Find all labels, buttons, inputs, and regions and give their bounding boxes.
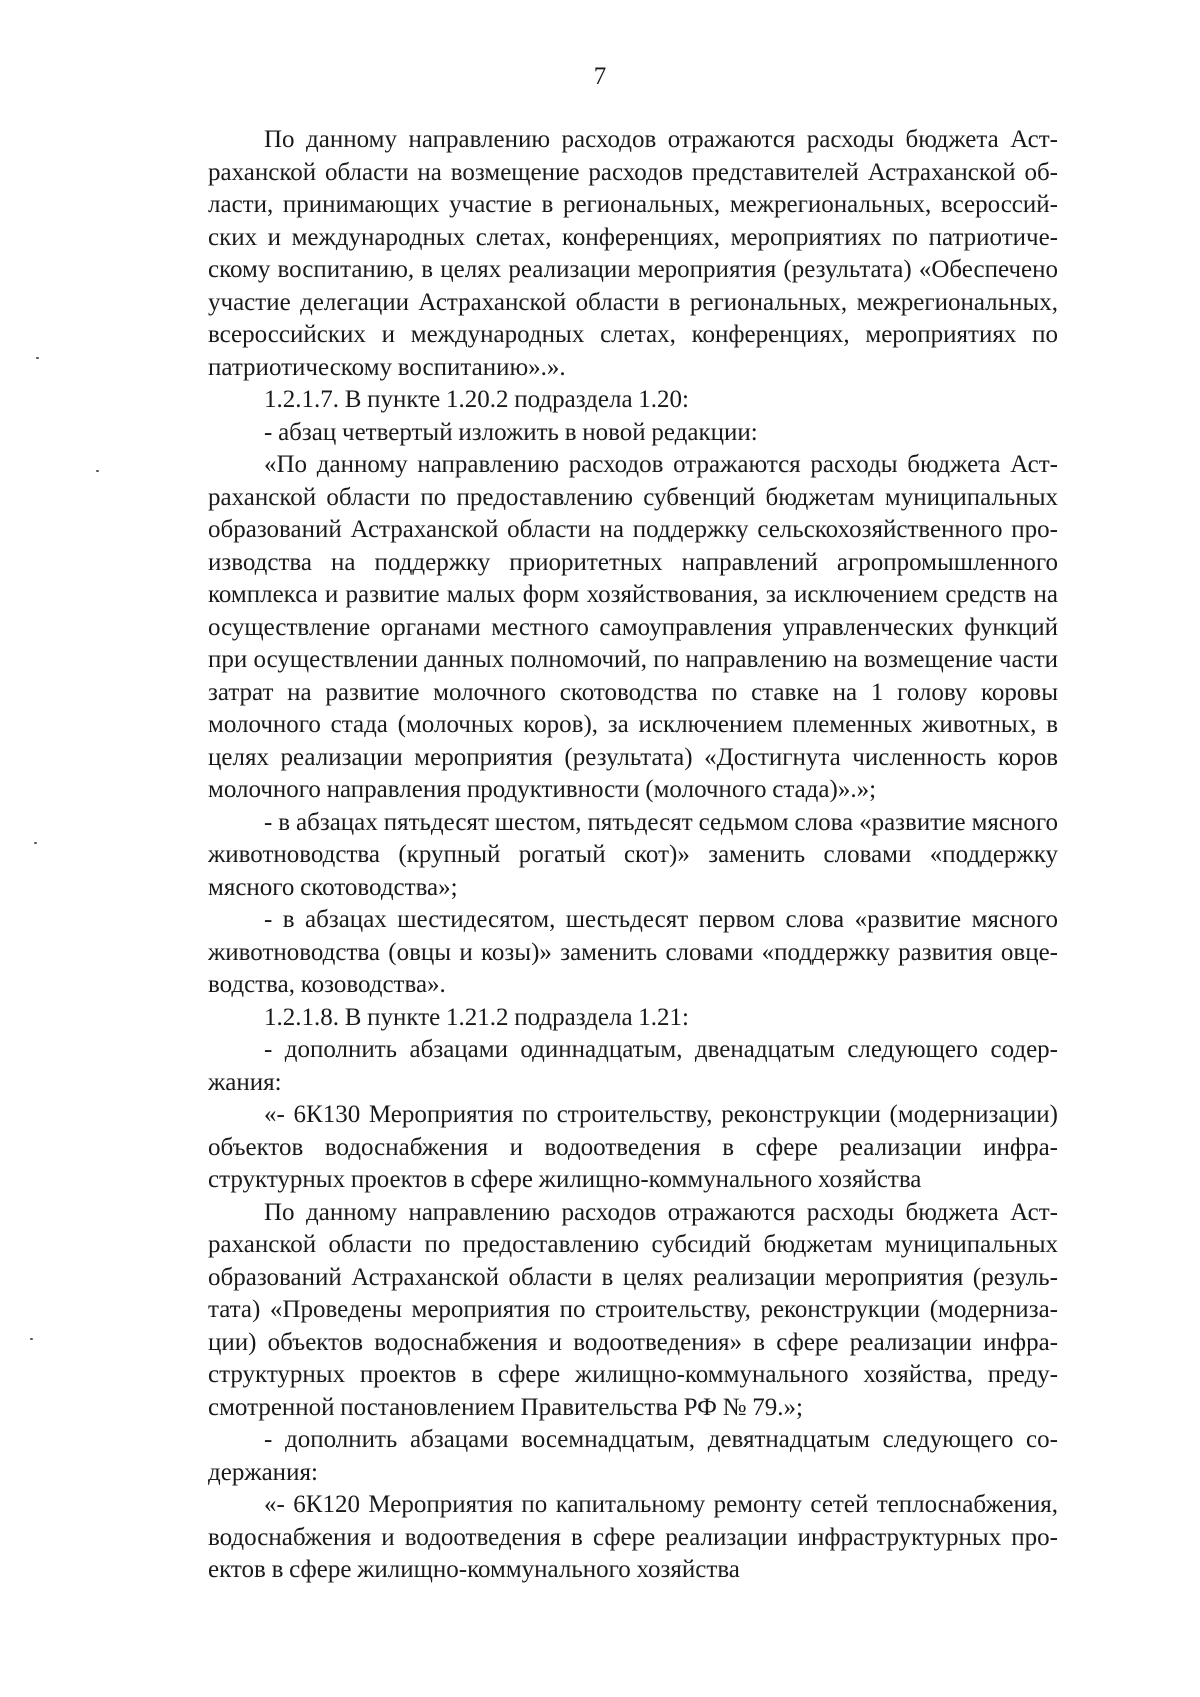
paragraph-6k120: «- 6К120 Мероприятия по капитальному ремонту сетей теплоснабжения, водоснабжения и водоотведения в сфере реализации инфраструктурных проектов в сфере жилищно-коммунального хозяйства bbox=[208, 1491, 1058, 1583]
paragraph-abzac-chetvertyi: - абзац четвертый изложить в новой редакции: bbox=[264, 418, 758, 446]
paragraph-subsidii: По данному направлению расходов отражаются расходы бюджета Астраханской области по предоставлению субсидий бюджетам муниципальных образований Астраханской области в целях реализации мероприятия (результата) «Проведены мероприятия по строительству, реконструкции (модернизации) объектов водоснабжения и водоотведения» в сфере реализации инфраструктурных проектов в сфере жилищно-коммунального хозяйства, предусмотренной постановлением Правительства РФ № 79.»; bbox=[208, 1198, 1058, 1421]
scan-speck bbox=[34, 842, 37, 844]
paragraph-abzacy-60-61: - в абзацах шестидесятом, шестьдесят первом слова «развитие мясного животноводства (овцы и козы)» заменить словами «поддержку развития овцеводства, козоводства». bbox=[208, 906, 1058, 998]
paragraph-dopolnit-11-12: - дополнить абзацами одиннадцатым, двенадцатым следующего содержания: bbox=[208, 1036, 1058, 1096]
paragraph-6k130: «- 6К130 Мероприятия по строительству, реконструкции (модернизации) объектов водоснабжения и водоотведения в сфере реализации инфраструктурных проектов в сфере жилищно-коммунального хозяйства bbox=[208, 1101, 1058, 1193]
paragraph-intro-patriotic: По данному направлению расходов отражаются расходы бюджета Астраханской области на возмещение расходов представителей Астраханской области, принимающих участие в региональных, межрегиональных, всероссийских и международных слетах, конференциях, мероприятиях по патриотическому воспитанию, в целях реализации мероприятия (результата) «Обеспечено участие делегации Астраханской области в региональных, межрегиональных, всероссийских и международных слетах, конференциях, мероприятиях по патриотическому воспитанию».». bbox=[208, 126, 1058, 381]
paragraph-item-1-2-1-7: 1.2.1.7. В пункте 1.20.2 подраздела 1.20: bbox=[264, 386, 690, 413]
paragraph-item-1-2-1-8: 1.2.1.8. В пункте 1.21.2 подраздела 1.21: bbox=[264, 1003, 690, 1031]
paragraph-dopolnit-18-19: - дополнить абзацами восемнадцатым, девятнадцатым следующего содержания: bbox=[208, 1426, 1058, 1486]
scan-speck bbox=[96, 470, 99, 472]
document-body bbox=[208, 124, 1058, 1587]
paragraph-subvencii: «По данному направлению расходов отражаются расходы бюджета Астраханской области по предоставлению субвенций бюджетам муниципальных образований Астраханской области на поддержку сельскохозяйственного производства на поддержку приоритетных направлений агропромышленного комплекса и развитие малых форм хозяйствования, за исключением средств на осуществление органами местного самоуправления управленческих функций при осуществлении данных полномочий, по направлению на возмещение части затрат на развитие молочного скотоводства по ставке на 1 голову коровы молочного стада (молочных коров), за исключением племенных животных, в целях реализации мероприятия (результата) «Достигнута численность коров молочного направления продуктивности (молочного стада)».»; bbox=[208, 451, 1058, 803]
scan-speck bbox=[30, 1338, 33, 1340]
paragraph-abzacy-56-57: - в абзацах пятьдесят шестом, пятьдесят седьмом слова «развитие мясного животноводства (крупный рогатый скот)» заменить словами «поддержку мясного скотоводства»; bbox=[208, 808, 1058, 901]
page-number: 7 bbox=[593, 63, 607, 90]
scan-speck bbox=[36, 357, 39, 359]
